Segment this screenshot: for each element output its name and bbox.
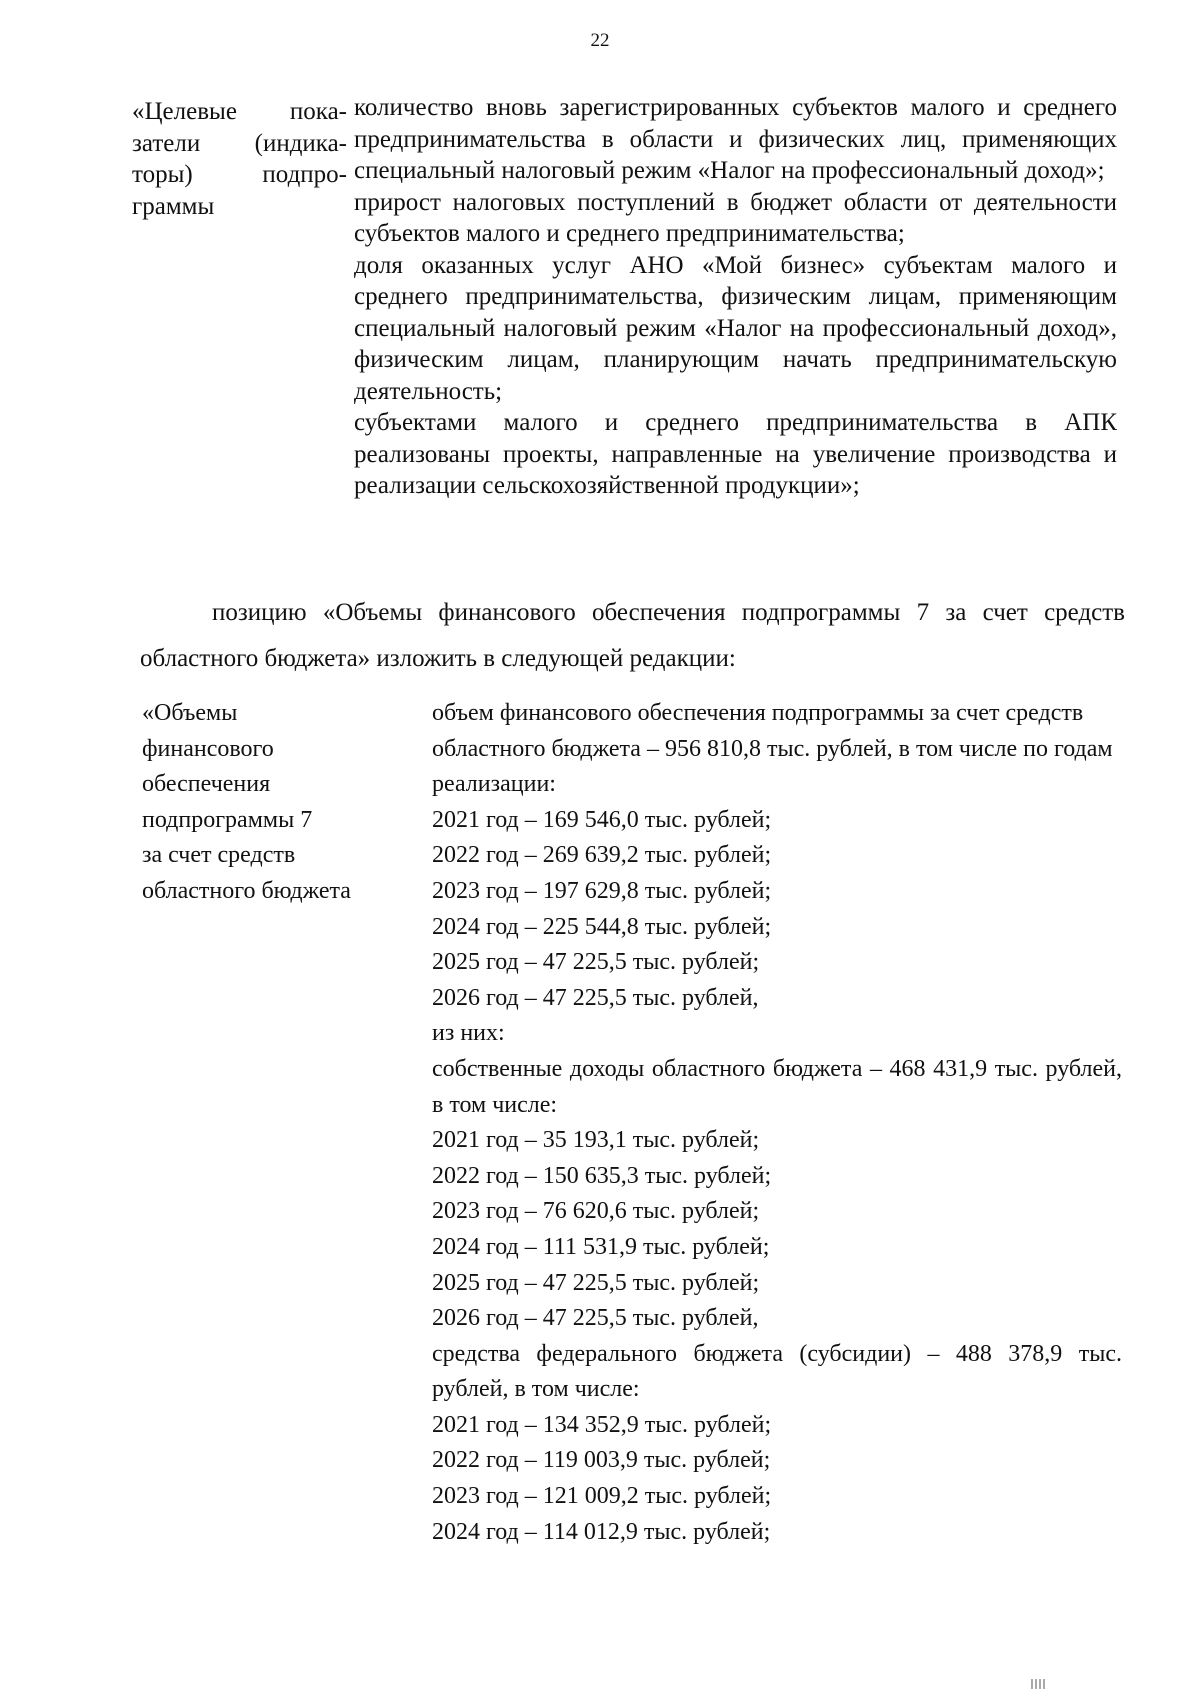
- year-line: 2022 год – 119 003,9 тыс. рублей;: [432, 1447, 771, 1474]
- financing-volume-values: [432, 696, 1122, 1550]
- own-income-title: собственные доходы областного бюджета – 468 431,9 тыс. рублей, в том числе:: [432, 1055, 1122, 1118]
- year-line: 2025 год – 47 225,5 тыс. рублей;: [432, 949, 760, 976]
- label-line: «Целевые пока-: [132, 98, 347, 125]
- financing-intro: объем финансового обеспечения подпрограммы за счет средств областного бюджета – 956 810,8 тыс. рублей, в том числе по годам реализации:: [432, 700, 1113, 798]
- label-line: за счет средств: [142, 842, 296, 869]
- indicator-item: прирост налоговых поступлений в бюджет области от деятельности субъектов малого и среднего предпринимательства;: [354, 188, 1117, 247]
- year-line: 2021 год – 35 193,1 тыс. рублей;: [432, 1127, 760, 1154]
- label-line: торы) подпро-: [132, 161, 347, 188]
- target-indicators-block: [132, 92, 1117, 502]
- year-line: 2021 год – 134 352,9 тыс. рублей;: [432, 1411, 772, 1438]
- label-line: граммы: [132, 192, 215, 220]
- indicator-item: субъектами малого и среднего предпринимательства в АПК реализованы проекты, направленные на увеличение производства и реализации сельскохозяйственной продукции»;: [354, 409, 1117, 499]
- label-line: затели (индика-: [132, 129, 347, 157]
- financing-volume-label: [142, 696, 432, 1550]
- year-line: 2022 год – 150 635,3 тыс. рублей;: [432, 1162, 772, 1189]
- label-line: областного бюджета: [142, 877, 351, 904]
- financing-volume-block: [142, 696, 1132, 1550]
- year-line: 2024 год – 225 544,8 тыс. рублей;: [432, 913, 772, 940]
- year-line: 2026 год – 47 225,5 тыс. рублей,: [432, 984, 759, 1011]
- year-line: 2025 год – 47 225,5 тыс. рублей;: [432, 1269, 760, 1296]
- year-line: 2024 год – 114 012,9 тыс. рублей;: [432, 1518, 771, 1545]
- year-line: 2022 год – 269 639,2 тыс. рублей;: [432, 842, 772, 869]
- year-line: 2023 год – 197 629,8 тыс. рублей;: [432, 877, 772, 904]
- year-line: 2023 год – 121 009,2 тыс. рублей;: [432, 1483, 772, 1510]
- federal-funds-title: средства федерального бюджета (субсидии) – 488 378,9 тыс. рублей, в том числе:: [432, 1340, 1122, 1403]
- label-line: финансового: [142, 735, 274, 762]
- indicator-item: количество вновь зарегистрированных субъектов малого и среднего предпринимательства в области и физических лиц, применяющих специальный налоговый режим «Налог на профессиональный доход»;: [354, 94, 1117, 184]
- label-line: подпрограммы 7: [142, 806, 313, 833]
- label-line: обеспечения: [142, 771, 271, 798]
- year-line: 2026 год – 47 225,5 тыс. рублей,: [432, 1305, 759, 1332]
- target-indicators-label: [132, 92, 347, 502]
- label-line: «Объемы: [142, 700, 238, 726]
- page-number: 22: [590, 30, 610, 51]
- of-them-label: из них:: [432, 1020, 505, 1047]
- year-line: 2021 год – 169 546,0 тыс. рублей;: [432, 806, 772, 833]
- target-indicators-list: [354, 92, 1117, 502]
- year-line: 2023 год – 76 620,6 тыс. рублей;: [432, 1198, 760, 1225]
- year-line: 2024 год – 111 531,9 тыс. рублей;: [432, 1233, 770, 1260]
- indicator-item: доля оказанных услуг АНО «Мой бизнес» субъектам малого и среднего предпринимательства, физическим лицам, применяющим специальный налоговый режим «Налог на профессиональный доход», физическим лицам, планирующим начать предпринимательскую деятельность;: [354, 251, 1117, 405]
- scan-artifact-icon: [1030, 1679, 1090, 1689]
- amendment-paragraph: позицию «Объемы финансового обеспечения подпрограммы 7 за счет средств областного бюджета» изложить в следующей редакции:: [140, 599, 1125, 672]
